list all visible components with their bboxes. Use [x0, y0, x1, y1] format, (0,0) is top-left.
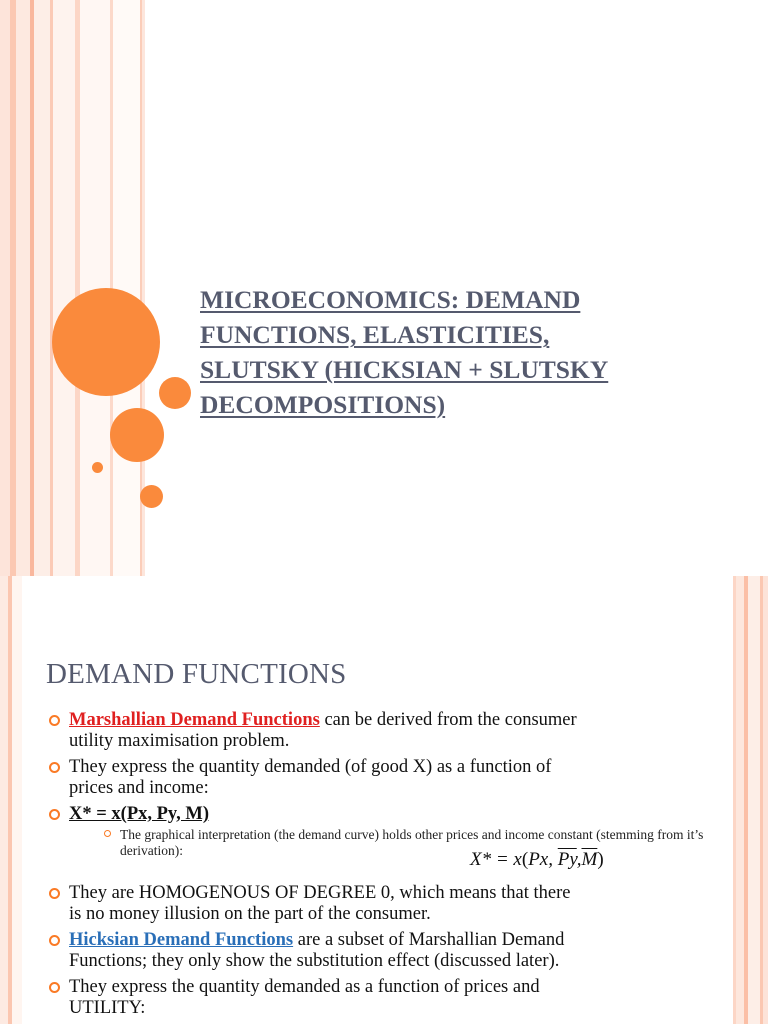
- formula-paren: ): [597, 849, 604, 870]
- list-item: [48, 710, 738, 752]
- sub-bullet-text: The graphical interpretation (the demand curve) holds other prices and income: [120, 827, 545, 842]
- formula-px: Px,: [528, 849, 558, 870]
- demand-curve-formula: [470, 849, 604, 871]
- slide-heading: DEMAND FUNCTIONS: [46, 658, 347, 690]
- bullet-list: [48, 710, 738, 1019]
- bullet-text: They express the quantity demanded (of good X) as a function of: [69, 757, 552, 777]
- bullet-text: are a subset of Marshallian Demand: [293, 930, 565, 950]
- marshallian-link[interactable]: Marshallian Demand Functions: [69, 710, 320, 730]
- sub-bullet-text: constant (stemming from it’s derivation):: [120, 827, 704, 858]
- content-slide: [0, 576, 768, 1024]
- list-item: [48, 883, 738, 925]
- list-item: [48, 930, 738, 972]
- formula-m-bar: $\overline{M}$: [581, 849, 598, 870]
- bullet-text: is no money illusion on the part of the consumer.: [69, 904, 431, 924]
- bullet-circle-icon: [49, 888, 60, 899]
- title-line: DECOMPOSITIONS): [200, 390, 446, 419]
- small-circle-decoration-2: [140, 485, 163, 508]
- list-item: [48, 757, 738, 799]
- list-item: [48, 804, 738, 825]
- bullet-circle-icon: [49, 809, 60, 820]
- bullet-circle-icon: [49, 982, 60, 993]
- title-line: SLUTSKY (HICKSIAN + SLUTSKY: [200, 355, 609, 384]
- bullet-circle-icon: [49, 715, 60, 726]
- medium-circle-decoration: [110, 408, 164, 462]
- title-line: MICROECONOMICS: DEMAND: [200, 285, 581, 314]
- bullet-text: They express the quantity demanded as a function of prices and: [69, 977, 540, 997]
- bullet-text: prices and income:: [69, 778, 209, 798]
- bullet-text: Functions; they only show the substitution effect (discussed later).: [69, 951, 560, 971]
- marshallian-equation: X* = x(Px, Py, M): [69, 804, 210, 824]
- bullet-circle-icon: [49, 762, 60, 773]
- slide-title[interactable]: [200, 282, 720, 422]
- bullet-circle-icon: [49, 935, 60, 946]
- bullet-text: They are HOMOGENOUS OF DEGREE 0, which means that there: [69, 883, 571, 903]
- title-line: FUNCTIONS, ELASTICITIES,: [200, 320, 550, 349]
- decorative-stripes: [0, 0, 150, 576]
- list-item: [48, 977, 738, 1019]
- large-circle-decoration: [52, 288, 160, 396]
- bullet-text: UTILITY:: [69, 998, 146, 1018]
- sub-bullet-circle-icon: [104, 830, 111, 837]
- bullet-text: utility maximisation problem.: [69, 731, 290, 751]
- formula-paren: (: [521, 849, 529, 870]
- formula-py-bar: $\overline{Py}$: [557, 849, 577, 870]
- tiny-circle-decoration: [92, 462, 103, 473]
- formula-lhs: X* = x: [470, 849, 522, 870]
- hicksian-link[interactable]: Hicksian Demand Functions: [69, 930, 294, 950]
- formula-comma: ,: [576, 849, 582, 870]
- small-circle-decoration: [159, 377, 191, 409]
- bullet-text: can be derived from the consumer: [319, 710, 577, 730]
- sub-list-item: [104, 827, 738, 859]
